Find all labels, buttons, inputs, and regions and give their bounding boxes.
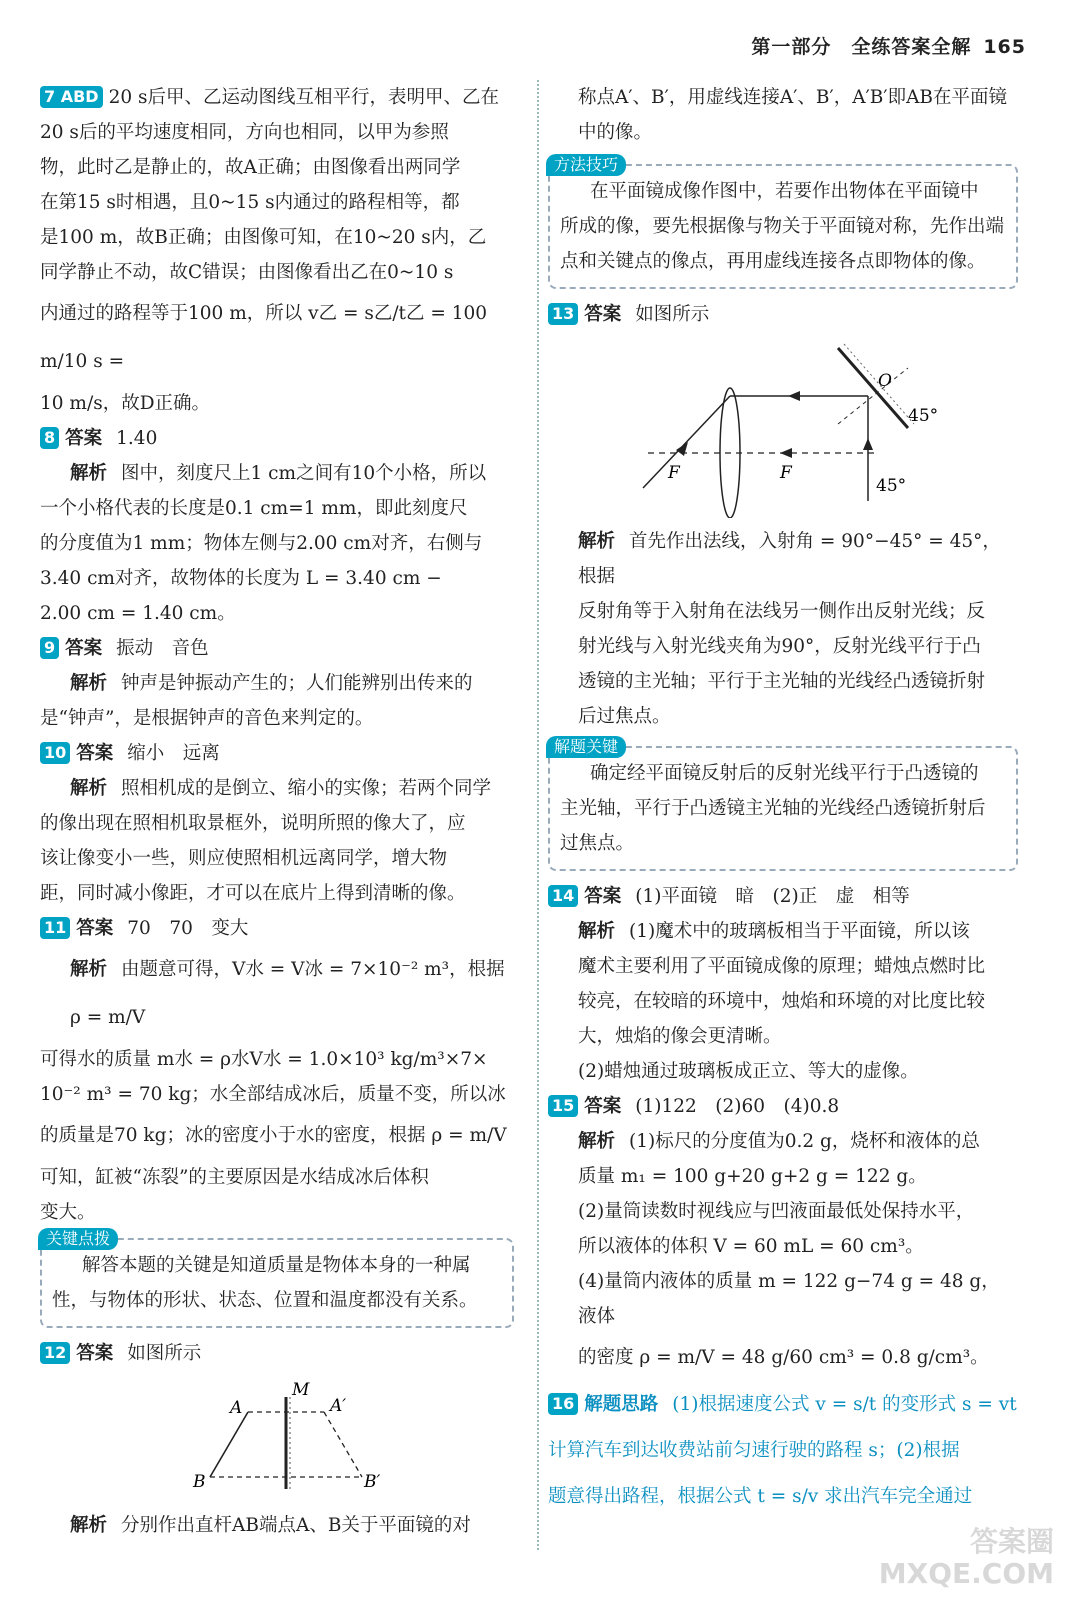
text-line: 图中，刻度尺上1 cm之间有10个小格，所以 xyxy=(121,463,487,484)
text-line: 计算汽车到达收费站前匀速行驶的路程 s；(2)根据 xyxy=(548,1440,960,1461)
box-tag: 解题关键 xyxy=(546,736,626,758)
text-line: 射光线与入射光线夹角为90°，反射光线平行于凸 xyxy=(578,636,981,657)
left-column xyxy=(40,80,514,1543)
answer-text: (1)平面镜 暗 (2)正 虚 相等 xyxy=(635,886,910,907)
question-number: 11 xyxy=(40,917,70,939)
text-line: 性，与物体的形状、状态、位置和温度都没有关系。 xyxy=(52,1290,478,1311)
text-line: 照相机成的是倒立、缩小的实像；若两个同学 xyxy=(121,778,492,799)
text-line: 确定经平面镜反射后的反射光线平行于凸透镜的 xyxy=(590,763,979,784)
label-angle-1: 45° xyxy=(908,406,939,426)
question-7 xyxy=(40,80,514,421)
text-line: 的分度值为1 mm；物体左侧与2.00 cm对齐，右侧与 xyxy=(40,533,483,554)
question-number: 10 xyxy=(40,742,70,764)
analysis-label: 解析 xyxy=(70,778,108,799)
analysis-label: 解析 xyxy=(70,959,108,980)
axis-arrow xyxy=(780,448,792,458)
text-line: (2)量筒读数时视线应与凹液面最低处保持水平， xyxy=(578,1201,975,1222)
text-line: 是“钟声”，是根据钟声的音色来判定的。 xyxy=(40,708,374,729)
question-number: 16 xyxy=(548,1393,578,1415)
text-line: 在第15 s时相遇，且0~15 s内通过的路程相等，都 xyxy=(40,192,460,213)
rod-AB xyxy=(210,1412,248,1477)
text-line: 是100 m，故B正确；由图像可知，在10~20 s内，乙 xyxy=(40,227,487,248)
reflected-arrow xyxy=(788,391,800,401)
watermark xyxy=(879,1526,1054,1590)
text-line: 在平面镜成像作图中，若要作出物体在平面镜中 xyxy=(590,181,979,202)
text-line: 同学静止不动，故C错误；由图像看出乙在0~10 s xyxy=(40,262,454,283)
text-line: 可知，缸被“冻裂”的主要原因是水结成冰后体积 xyxy=(40,1167,429,1188)
answer-label: 答案 xyxy=(65,638,103,659)
text-line: 由题意可得，V水 = V冰 = 7×10⁻² m³，根据 ρ = m/V xyxy=(70,959,505,1028)
question-number: 7 ABD xyxy=(40,86,103,108)
label-B: B xyxy=(193,1472,206,1492)
mirror-figure xyxy=(40,1377,514,1502)
label-O: O xyxy=(878,371,892,391)
text-line: 大，烛焰的像会更清晰。 xyxy=(578,1026,782,1047)
analysis-label: 解析 xyxy=(70,1515,108,1536)
text-line: 反射角等于入射角在法线另一侧作出反射光线；反 xyxy=(578,601,986,622)
label-A: A xyxy=(230,1398,243,1418)
question-number: 15 xyxy=(548,1095,578,1117)
key-solution-box xyxy=(548,737,1018,871)
text-line: 过焦点。 xyxy=(560,833,635,854)
question-number: 8 xyxy=(40,427,59,449)
text-line: 题意得出路程，根据公式 t = s/v 求出汽车完全通过 xyxy=(548,1486,973,1507)
label-focus-right: F xyxy=(780,463,792,483)
refracted-arrow xyxy=(676,442,688,456)
text-line: (4)量筒内液体的质量 m = 122 g−74 g = 48 g，液体 xyxy=(578,1271,1000,1327)
text-line: (1)魔术中的玻璃板相当于平面镜，所以该 xyxy=(629,921,970,942)
text-line: 称点A′、B′，用虚线连接A′、B′，A′B′即AB在平面镜 xyxy=(578,87,1008,108)
text-line: 3.40 cm对齐，故物体的长度为 L = 3.40 cm − xyxy=(40,568,442,589)
analysis-label: 解析 xyxy=(578,531,616,552)
answer-text: 70 70 变大 xyxy=(127,918,249,939)
text-line: 距，同时减小像距，才可以在底片上得到清晰的像。 xyxy=(40,883,466,904)
question-8 xyxy=(40,421,514,631)
refracted-ray xyxy=(643,396,730,488)
plane-mirror xyxy=(838,348,908,428)
text-line: 中的像。 xyxy=(578,122,653,143)
question-11 xyxy=(40,911,514,1230)
label-M: M xyxy=(292,1380,310,1400)
label-A-prime: A′ xyxy=(330,1396,347,1416)
key-point-box xyxy=(40,1229,514,1328)
text-line: 20 s后的平均速度相同，方向也相同，以甲为参照 xyxy=(40,122,449,143)
text-line: 的像出现在照相机取景框外，说明所照的像大了，应 xyxy=(40,813,466,834)
answer-text: 如图所示 xyxy=(635,304,710,325)
answer-text: 缩小 远离 xyxy=(127,743,220,764)
text-line: 物，此时乙是静止的，故A正确；由图像看出两同学 xyxy=(40,157,461,178)
text-line: 10 m/s，故D正确。 xyxy=(40,393,211,414)
analysis-label: 解析 xyxy=(70,463,108,484)
text-line: 钟声是钟振动产生的；人们能辨别出传来的 xyxy=(121,673,473,694)
text-line: 所成的像，要先根据像与物关于平面镜对称，先作出端 xyxy=(560,216,1005,237)
question-number: 12 xyxy=(40,1342,70,1364)
text-line: 透镜的主光轴；平行于主光轴的光线经凸透镜折射 xyxy=(578,671,986,692)
answer-label: 答案 xyxy=(76,1343,114,1364)
answer-text: 如图所示 xyxy=(127,1343,202,1364)
page-header xyxy=(751,32,1026,59)
text-line: 后过焦点。 xyxy=(578,706,671,727)
text-line: 2.00 cm = 1.40 cm。 xyxy=(40,603,236,624)
text-line: 魔术主要利用了平面镜成像的原理；蜡烛点燃时比 xyxy=(578,956,986,977)
hint-label: 解题思路 xyxy=(584,1394,659,1415)
text-line: 该让像变小一些，则应使照相机远离同学，增大物 xyxy=(40,848,448,869)
question-9 xyxy=(40,631,514,736)
question-14 xyxy=(548,879,1018,1089)
column-divider xyxy=(537,80,539,1550)
text-line: 较亮，在较暗的环境中，烛焰和环境的对比度比较 xyxy=(578,991,986,1012)
question-15 xyxy=(548,1089,1018,1382)
answer-text: 1.40 xyxy=(116,428,158,449)
box-tag: 关键点拨 xyxy=(38,1228,118,1250)
text-line: 主光轴，平行于凸透镜主光轴的光线经凸透镜折射后 xyxy=(560,798,986,819)
text-line: 可得水的质量 m水 = ρ水V水 = 1.0×10³ kg/m³×7× xyxy=(40,1049,488,1070)
text-line: 的质量是70 kg；冰的密度小于水的密度，根据 ρ = m/V xyxy=(40,1125,507,1146)
page-number: 165 xyxy=(983,36,1026,58)
watermark-line: 答案圈 xyxy=(969,1525,1054,1558)
text-line: (1)标尺的分度值为0.2 g，烧杯和液体的总 xyxy=(629,1131,980,1152)
text-line: 解答本题的关键是知道质量是物体本身的一种属 xyxy=(82,1255,471,1276)
text-line: 质量 m₁ = 100 g+20 g+2 g = 122 g。 xyxy=(578,1166,927,1187)
label-angle-2: 45° xyxy=(876,476,907,496)
image-rod xyxy=(324,1412,362,1477)
watermark-line: MXQE.COM xyxy=(878,1557,1054,1590)
text-line: 一个小格代表的长度是0.1 cm=1 mm，即此刻度尺 xyxy=(40,498,468,519)
answer-label: 答案 xyxy=(76,743,114,764)
text-line: 变大。 xyxy=(40,1202,96,1223)
question-number: 9 xyxy=(40,637,59,659)
question-10 xyxy=(40,736,514,911)
text-line: 所以液体的体积 V = 60 mL = 60 cm³。 xyxy=(578,1236,924,1257)
method-box xyxy=(548,155,1018,289)
answer-label: 答案 xyxy=(76,918,114,939)
question-13 xyxy=(548,297,1018,734)
question-number: 14 xyxy=(548,885,578,907)
text-line: 首先作出法线，入射角 = 90°−45° = 45°，根据 xyxy=(578,531,1001,587)
answer-text: (1)122 (2)60 (4)0.8 xyxy=(635,1096,840,1117)
answer-label: 答案 xyxy=(584,886,622,907)
text-line: 20 s后甲、乙运动图线互相平行，表明甲、乙在 xyxy=(108,87,499,108)
answer-label: 答案 xyxy=(584,1096,622,1117)
text-line: (1)根据速度公式 v = s/t 的变形式 s = vt xyxy=(672,1394,1017,1415)
incident-arrow xyxy=(863,438,873,450)
header-section: 第一部分 全练答案全解 xyxy=(751,36,972,58)
answer-label: 答案 xyxy=(584,304,622,325)
label-B-prime: B′ xyxy=(364,1472,381,1492)
question-16 xyxy=(548,1382,1018,1520)
text-line: 的密度 ρ = m/V = 48 g/60 cm³ = 0.8 g/cm³。 xyxy=(578,1347,989,1368)
text-line: (2)蜡烛通过玻璃板成正立、等大的虚像。 xyxy=(578,1061,919,1082)
question-number: 13 xyxy=(548,303,578,325)
analysis-label: 解析 xyxy=(578,921,616,942)
answer-label: 答案 xyxy=(65,428,103,449)
question-12 xyxy=(40,1336,514,1543)
text-line: 点和关键点的像点，再用虚线连接各点即物体的像。 xyxy=(560,251,986,272)
text-line: 内通过的路程等于100 m，所以 v乙 = s乙/t乙 = 100 m/10 s = xyxy=(40,303,488,372)
text-line: 分别作出直杆AB端点A、B关于平面镜的对 xyxy=(121,1515,471,1536)
lens-figure xyxy=(548,338,1018,518)
label-focus-left: F xyxy=(668,463,680,483)
analysis-label: 解析 xyxy=(70,673,108,694)
analysis-label: 解析 xyxy=(578,1131,616,1152)
answer-text: 振动 音色 xyxy=(116,638,209,659)
box-tag: 方法技巧 xyxy=(546,154,626,176)
text-line: 10⁻² m³ = 70 kg；水全部结成冰后，质量不变，所以冰 xyxy=(40,1084,506,1105)
right-column xyxy=(548,80,1018,1520)
